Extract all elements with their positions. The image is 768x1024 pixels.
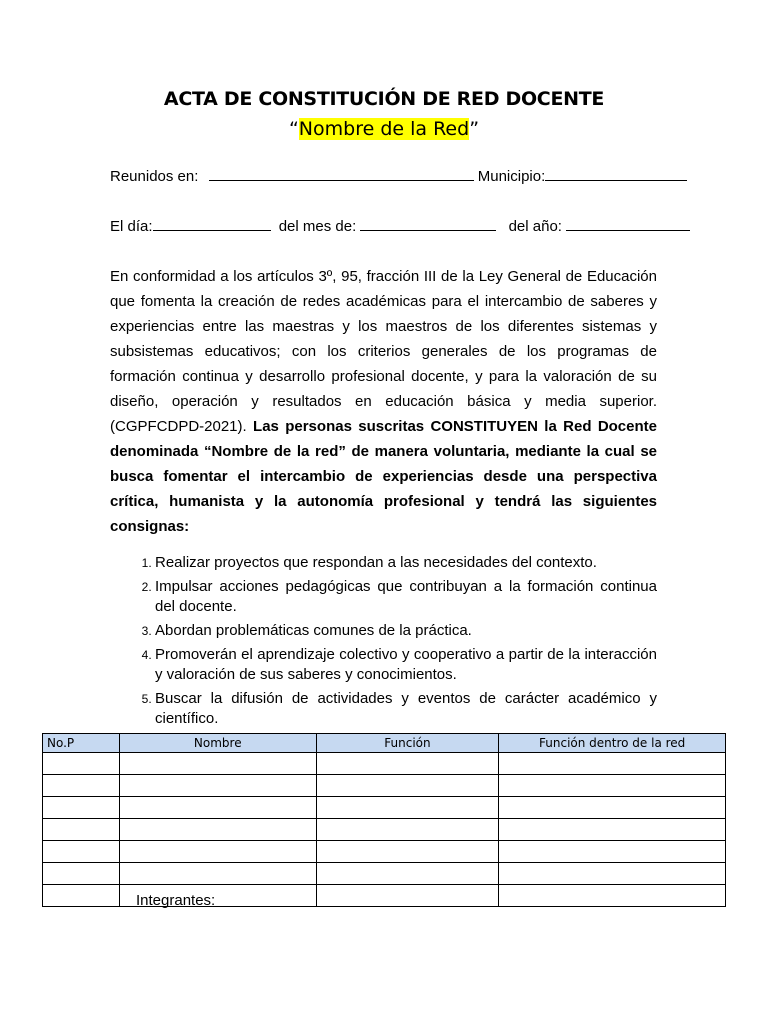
reunidos-blank [209, 166, 474, 181]
table-cell[interactable] [43, 797, 120, 819]
table-cell[interactable] [43, 863, 120, 885]
table-cell[interactable] [43, 841, 120, 863]
table-cell[interactable] [499, 885, 726, 907]
table-cell[interactable] [43, 885, 120, 907]
table-cell[interactable] [499, 797, 726, 819]
table-cell[interactable] [119, 775, 316, 797]
table-row [43, 753, 726, 775]
municipio-blank [545, 166, 687, 181]
list-item: 3. Abordan problemáticas comunes de la práctica. [155, 621, 657, 641]
table-cell[interactable] [119, 797, 316, 819]
table-cell[interactable] [316, 863, 499, 885]
table-cell[interactable] [499, 775, 726, 797]
list-item: 2. Impulsar acciones pedagógicas que contribuyan a la formación continua del docente. [155, 577, 657, 617]
table-header-row [43, 734, 726, 753]
location-row [110, 166, 687, 185]
table-row [43, 797, 726, 819]
table-cell[interactable] [43, 775, 120, 797]
integrantes-label: Integrantes: [136, 892, 216, 909]
table-cell[interactable] [316, 841, 499, 863]
close-quote: ” [469, 118, 480, 140]
table-cell[interactable] [499, 863, 726, 885]
header-funcion: Función [316, 734, 499, 753]
mes-label: del mes de: [278, 218, 357, 235]
anio-blank [566, 216, 690, 231]
table-cell[interactable] [316, 885, 499, 907]
table-cell[interactable] [316, 775, 499, 797]
anio-label: del año: [508, 218, 562, 235]
table-cell[interactable] [499, 753, 726, 775]
table-cell[interactable] [316, 819, 499, 841]
table-cell[interactable] [119, 753, 316, 775]
table-cell[interactable] [316, 753, 499, 775]
constitution-paragraph [110, 264, 657, 539]
dia-label: El día: [110, 218, 153, 235]
table-row [43, 863, 726, 885]
table-row [43, 819, 726, 841]
table-row [43, 775, 726, 797]
reunidos-label: Reunidos en: [110, 168, 199, 185]
header-no-p: No.P [43, 734, 120, 753]
open-quote: “ [288, 118, 299, 140]
table-cell[interactable] [119, 819, 316, 841]
list-item: 4. Promoverán el aprendizaje colectivo y cooperativo a partir de la interacción y valoración de sus saberes y conocimientos. [155, 645, 657, 685]
list-item: 5. Buscar la difusión de actividades y eventos de carácter académico y científico. [155, 689, 657, 729]
network-name-placeholder: Nombre de la Red [298, 118, 470, 140]
mes-blank [360, 216, 496, 231]
table-cell[interactable] [43, 819, 120, 841]
document-title: ACTA DE CONSTITUCIÓN DE RED DOCENTE [163, 88, 605, 110]
bold-statement: Las personas suscritas CONSTITUYEN la Red Docente denominada “Nombre de la red” de manera voluntaria, mediante la cual se busca fomentar el intercambio de experiencias desde una perspectiva crítica, humanista y la autonomía profesional y tendrá las siguientes consignas: [110, 418, 657, 535]
table-cell[interactable] [43, 753, 120, 775]
network-name-heading [0, 118, 768, 140]
table-cell[interactable] [499, 841, 726, 863]
members-table [42, 733, 726, 907]
table-cell[interactable] [119, 863, 316, 885]
dia-blank [153, 216, 271, 231]
date-row [110, 216, 690, 235]
list-item: 1. Realizar proyectos que respondan a las necesidades del contexto. [155, 553, 657, 573]
table-cell[interactable] [316, 797, 499, 819]
intro-text: En conformidad a los artículos 3º, 95, fracción III de la Ley General de Educación que fomenta la creación de redes académicas para el intercambio de saberes y experiencias entre las maestras y los maestros de los diferentes sistemas y subsistemas educativos; con los criterios generales de los programas de formación continua y desarrollo profesional docente, y para la valoración de su diseño, operación y resultados en educación básica y media superior. (CGPFCDPD-2021). [110, 268, 657, 435]
header-nombre: Nombre [119, 734, 316, 753]
header-funcion-red: Función dentro de la red [499, 734, 726, 753]
municipio-label: Municipio: [477, 168, 546, 185]
consignas-list [110, 553, 657, 733]
table-cell[interactable] [499, 819, 726, 841]
table-row [43, 841, 726, 863]
table-cell[interactable] [119, 841, 316, 863]
